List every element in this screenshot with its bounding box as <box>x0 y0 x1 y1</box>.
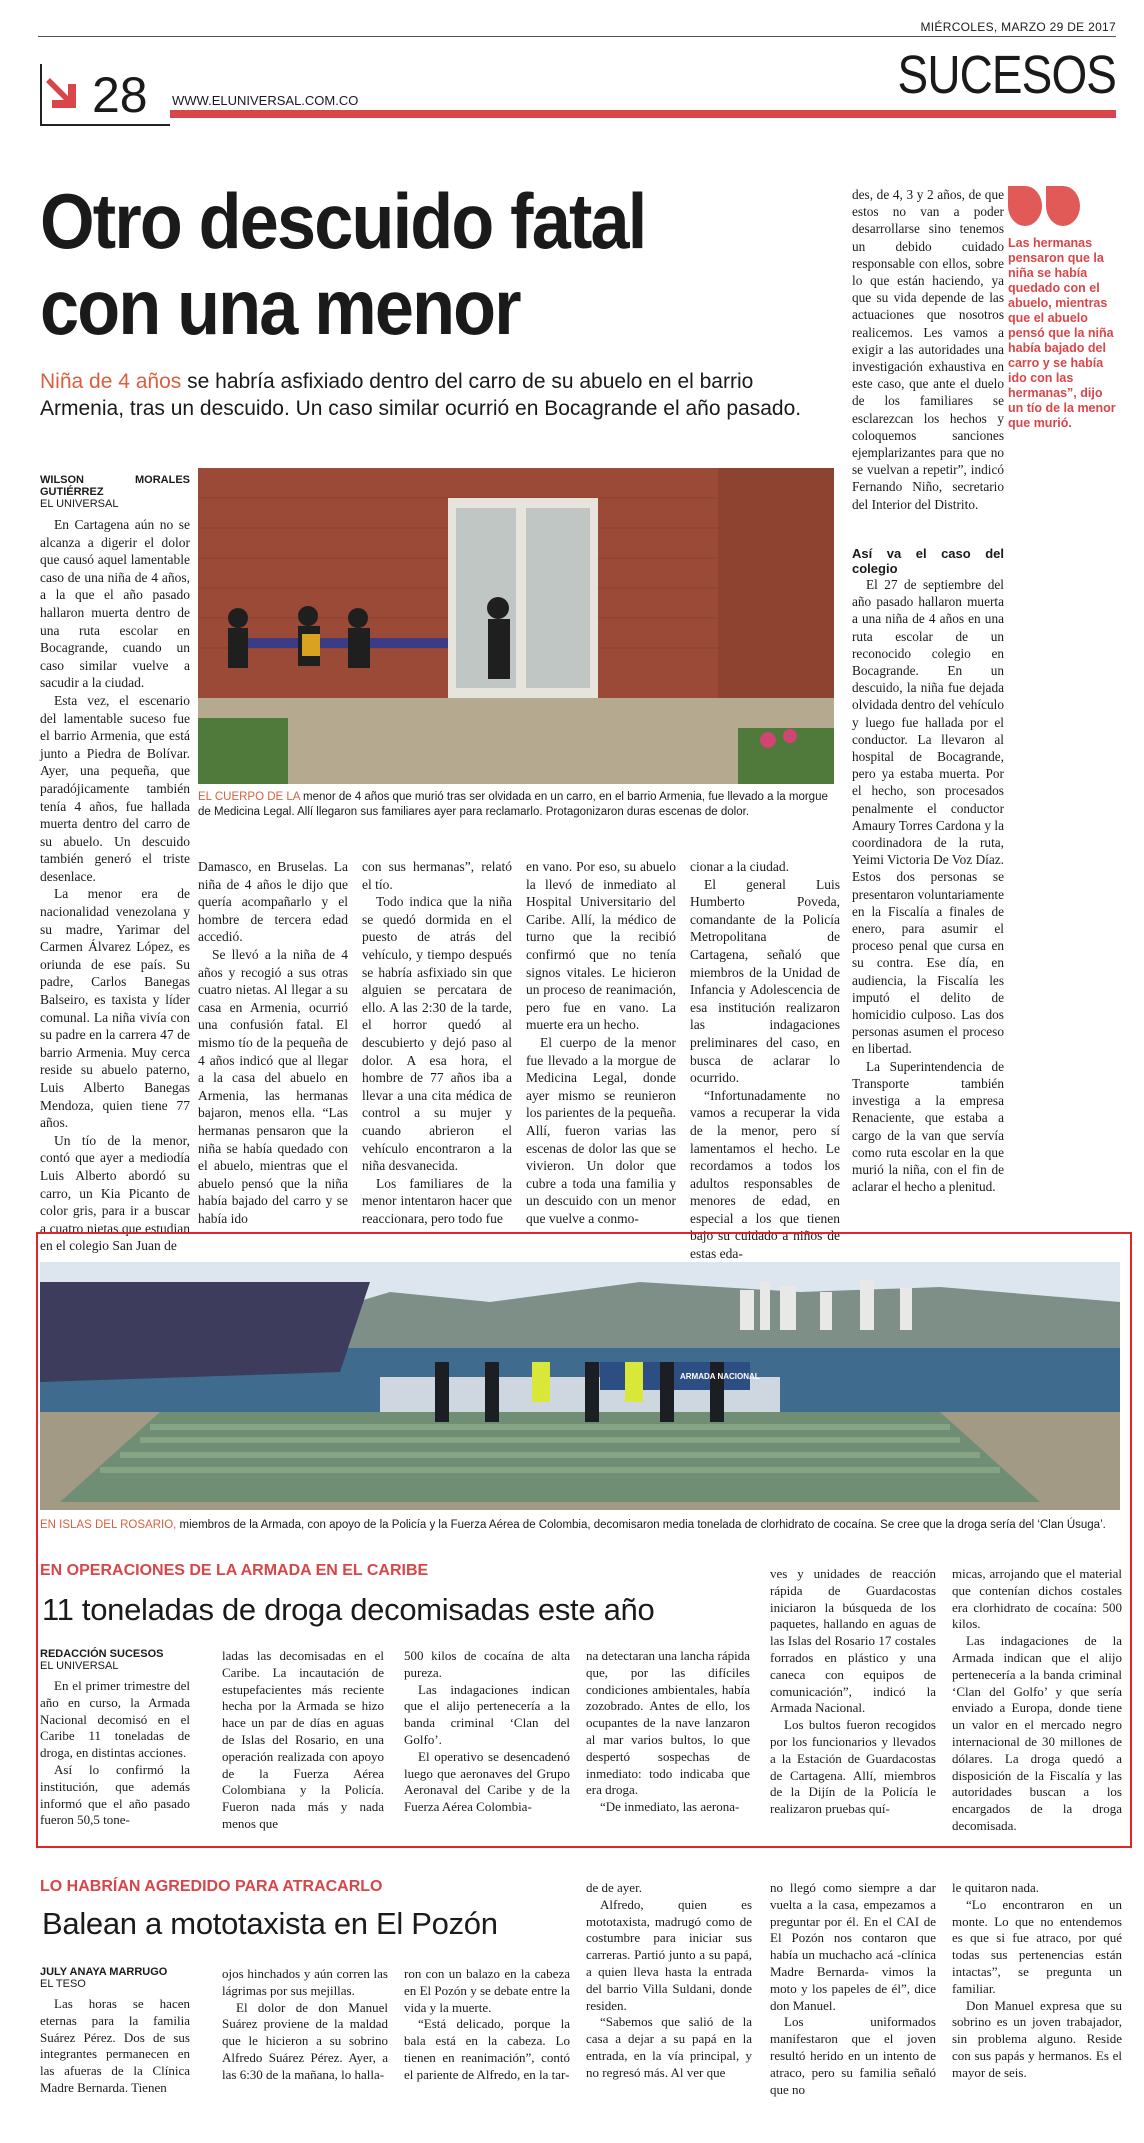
shooting-paragraph: Los uniformados manifestaron que el joven resultó herido en un intento de atraco, pero su familia señaló que no <box>770 2014 936 2097</box>
lead-photo-caption <box>198 790 838 820</box>
drug-column-3 <box>404 1648 570 1816</box>
lead-column-3 <box>362 858 512 1227</box>
site-url[interactable]: WWW.ELUNIVERSAL.COM.CO <box>172 93 359 108</box>
lead-subhead: Así va el caso del colegio <box>852 546 1004 576</box>
lead-byline-org: EL UNIVERSAL <box>40 498 119 510</box>
drug-paragraph: Las indagaciones de la Armada indican que el alijo pertenecería a la banda criminal ‘Clan del Golfo’ y que sería enviado a Europa, donde tiene un valor en el mercado negro internacional de 30 millones de dólares. La droga quedó a disposición de la Fiscalía y las autoridades buscan a los encargados de la droga decomisada. <box>952 1633 1122 1833</box>
header-rule <box>38 36 1116 37</box>
pull-quote-text: Las hermanas pensaron que la niña se había quedado con el abuelo, mientras que el abuelo pensó que la niña había bajado del carro y se había ido con las hermanas”, dijo un tío de la menor que murió. <box>1008 236 1116 430</box>
shooting-column-2 <box>222 1966 388 2084</box>
arrow-icon <box>46 72 86 112</box>
shooting-paragraph: El dolor de don Manuel Suárez proviene de la maldad que le hicieron a su sobrino Alfredo Suárez Pérez. Ayer, a las 6:30 de la mañana, lo halla- <box>222 1999 388 2082</box>
lead-photo-caption-text: menor de 4 años que murió tras ser olvidada en un carro, en el barrio Armenia, fue llevado a la morgue de Medicina Legal. Allí llegaron sus familiares ayer para reclamarlo. Protagonizaron duras escenas de dolor. <box>198 791 828 818</box>
drug-paragraph: 500 kilos de cocaína de alta pureza. <box>404 1648 570 1680</box>
lead-paragraph: Esta vez, el escenario del lamentable suceso fue el barrio Armenia, que está junto a Piedra de Bolívar. Ayer, una pequeña, que paradójicamente también tenía 4 años, fue hallada muerta dentro del carro de su abuelo. Un descuido también generó el triste desenlace. <box>40 692 190 884</box>
drug-column-2 <box>222 1648 384 1833</box>
drug-paragraph: Los bultos fueron recogidos por los funcionarios y llevados a la Estación de Guardacostas de Cartagena. Allí, miembros de la Dijín de la Policía le realizaron pruebas quí- <box>770 1717 936 1817</box>
drug-photo-caption <box>40 1518 1120 1533</box>
shooting-paragraph: ron con un balazo en la cabeza en El Pozón y se debate entre la vida y la muerte. <box>404 1966 570 2015</box>
shooting-column-3 <box>404 1966 570 2084</box>
shooting-paragraph: “Está delicado, porque la bala está en la cabeza. Lo tienen en reanimación”, contó el pariente de Alfredo, en la tar- <box>404 2016 570 2082</box>
lead-paragraph: Los familiares de la menor intentaron hacer que reaccionara, pero todo fue <box>362 1175 512 1226</box>
drug-column-6 <box>952 1566 1122 1835</box>
drug-headline: 11 toneladas de droga decomisadas este año <box>42 1592 655 1627</box>
shooting-paragraph: ojos hinchados y aún corren las lágrimas por sus mejillas. <box>222 1966 388 1998</box>
drug-byline-org: EL UNIVERSAL <box>40 1660 119 1672</box>
drug-paragraph: micas, arrojando que el material que contenían dichos costales era clorhidrato de cocaína: 500 kilos. <box>952 1566 1122 1632</box>
drug-paragraph: El operativo se desencadenó luego que aeronaves del Grupo Aeronaval del Caribe y de la Fuerza Aérea Colombia- <box>404 1748 570 1815</box>
drug-paragraph: ladas las decomisadas en el Caribe. La incautación de estupefacientes más reciente hecha por la Armada se hizo hace un par de días en aguas de Islas del Rosario, en una operación realizada con apoyo de la Fuerza Aérea Colombiana y la Policía. Fueron nada más y nada menos que <box>222 1648 384 1831</box>
lead-paragraph: en vano. Por eso, su abuelo la llevó de inmediato al Hospital Universitario del Caribe. Allí, la médico de turno que la recibió confirmó que no tenía signos vitales. Le hicieron un proceso de reanimación, pero fue en vano. La muerte era un hecho. <box>526 859 676 1033</box>
lead-paragraph: Se llevó a la niña de 4 años y recogió a sus otras cuatro nietas. Al llegar a su casa en Armenia, ocurrió una confusión fatal. El mismo tío de la pequeña de 4 años indicó que al llegar a la casa del abuelo en Armenia, las hermanas bajaron, menos ella. “Las hermanas pensaron que la niña se había quedado con el abuelo, mientras que el abuelo pensó que la niña había bajado del carro y se había ido <box>198 946 348 1226</box>
morgue-entrance-image <box>198 468 834 784</box>
drug-paragraph: ves y unidades de reacción rápida de Guardacostas iniciaron la búsqueda de los paquetes, hallando en aguas de las Islas del Rosario 17 costales forrados en plástico y una caneca con equipos de comunicación”, indicó la Armada Nacional. <box>770 1566 936 1716</box>
lead-column-2 <box>198 858 348 1227</box>
drug-column-5 <box>770 1566 936 1818</box>
shooting-headline: Balean a mototaxista en El Pozón <box>42 1906 498 1941</box>
drug-column-4 <box>586 1648 750 1816</box>
lead-column-6 <box>852 186 1004 513</box>
shooting-paragraph: de de ayer. <box>586 1880 642 1895</box>
lead-paragraph: El 27 de septiembre del año pasado hallaron muerta a una niña de 4 años en una ruta escolar de un reconocido colegio en Bocagrande. En un descuido, la niña fue dejada olvidada dentro del vehículo y luego fue hallada por el conductor. La llevaron al hospital de Bocagrande, pero ya estaba muerta. Por el hecho, son procesados penalmente el conductor Amaury Torres Cardona y la coordinadora de la ruta, Yeimi Victoria De Voz Díaz. Estos dos personas se presentaron voluntariamente en la Fiscalía a finales de enero, para asumir el proceso penal que cursa en su contra. Ese día, en audiencia, la Fiscalía les imputó el delito de homicidio culposo. Las dos personas asumen el proceso en libertad. <box>852 577 1004 1057</box>
drug-photo-caption-text: miembros de la Armada, con apoyo de la Policía y la Fuerza Aérea de Colombia, decomisaron media tonelada de clorhidrato de cocaína. Se cree que la droga sería del ‘Clan Úsuga’. <box>179 1519 1106 1531</box>
shooting-column-1 <box>40 1966 190 2097</box>
lead-paragraph: “Infortunadamente no vamos a recuperar la vida de la menor, pero sí lamentamos el hecho. Le recordamos a todos los adultos responsables de menores de edad, en especial a los que tienen bajo su cuidado a niños de estas eda- <box>690 1087 840 1262</box>
lead-dek-accent: Niña de 4 años <box>40 370 182 393</box>
shooting-column-4 <box>586 1880 752 2082</box>
drug-column-1 <box>40 1648 190 1829</box>
lead-paragraph: con sus hermanas”, relató el tío. <box>362 859 512 892</box>
lead-paragraph: Damasco, en Bruselas. La niña de 4 años le dijo que quería acompañarlo y el hombre de tercera edad accedió. <box>198 859 348 945</box>
shooting-column-6 <box>952 1880 1122 2082</box>
lead-paragraph: El general Luis Humberto Poveda, comandante de la Policía Metropolitana de Cartagena, señaló que miembros de la Unidad de Infancia y Adolescencia de esa institución realizaron las indagaciones preliminares del caso, en busca de aclarar lo ocurrido. <box>690 876 840 1086</box>
lead-column-4 <box>526 858 676 1227</box>
shooting-paragraph: Las horas se hacen eternas para la familia Suárez Pérez. Dos de sus integrantes permanecen en las afueras de la Clínica Madre Bernarda. Tienen <box>40 1996 190 2095</box>
drug-paragraph: En el primer trimestre del año en curso, la Armada Nacional decomisó en el Caribe 11 toneladas de droga, en distintas acciones. <box>40 1678 190 1761</box>
shooting-kicker: LO HABRÍAN AGREDIDO PARA ATRACARLO <box>40 1878 383 1895</box>
shooting-paragraph: no llegó como siempre a dar vuelta a la casa, empezamos a preguntar por él. En el CAI de El Pozón nos contaron que había un muchacho acá -clínica Madre Bernarda- vimos la moto y los papeles de él”, dice don Manuel. <box>770 1880 936 2013</box>
lead-dek-text: se habría asfixiado dentro del carro de su abuelo en el barrio Armenia, tras un descuido. Un caso similar ocurrió en Bocagrande el año pasado. <box>40 370 802 420</box>
drug-paragraph: Las indagaciones indican que el alijo pertenecería a la banda criminal ‘Clan del Golfo’. <box>404 1681 570 1747</box>
lead-paragraph: Un tío de la menor, contó que ayer a mediodía Luis Alberto abordó su carro, un Kia Picanto de color gris, para ir a buscar a cuatro nietas que estudian en el colegio San Juan de <box>40 1132 190 1254</box>
shooting-paragraph: “Lo encontraron en un monte. Lo que no entendemos es que si fue atraco, por qué todas sus pertenencias están intactas”, se pregunta un familiar. <box>952 1896 1122 1996</box>
drug-photo-caption-lead: EN ISLAS DEL ROSARIO, <box>40 1519 177 1531</box>
shooting-paragraph: Don Manuel expresa que su sobrino es un joven trabajador, sin problema alguno. Reside con sus papás y hermanos. Es el mayor de seis. <box>952 1997 1122 2080</box>
drug-byline: REDACCIÓN SUCESOS <box>40 1648 164 1660</box>
lead-dek <box>40 368 840 422</box>
section-bar <box>170 110 1116 118</box>
lead-paragraph: cionar a la ciudad. <box>690 859 789 874</box>
lead-paragraph: El cuerpo de la menor fue llevado a la morgue de Medicina Legal, donde ayer mismo se reunieron los parientes de la pequeña. Allí, fueron varias las escenas de dolor las que se vivieron. Un dolor que cubre a toda una familia y un descuido con un menor que vuelve a conmo- <box>526 1034 676 1226</box>
lead-headline-line2: con una menor <box>40 263 520 351</box>
page-number: 28 <box>92 67 148 123</box>
quote-marks-icon <box>1008 186 1120 226</box>
lead-photo-caption-lead: EL CUERPO DE LA <box>198 791 300 803</box>
shooting-paragraph: Alfredo, quien es mototaxista, madrugó como de costumbre para iniciar sus carreras. Partió junto a su papá, a quien lleva hasta la entrada del barrio Villa Suldani, donde residen. <box>586 1896 752 2013</box>
boat-label: ARMADA NACIONAL <box>680 1372 760 1381</box>
shooting-paragraph: “Sabemos que salió de la casa a dejar a su papá en la entrada, en la vía principal, y no regresó más. Al ver que <box>586 2014 752 2080</box>
drug-paragraph: Así lo confirmó la institución, que además informó que el año pasado fueron 50,5 tone- <box>40 1761 190 1828</box>
shooting-byline: JULY ANAYA MARRUGO <box>40 1966 168 1978</box>
lead-photo <box>198 468 834 784</box>
drug-photo <box>40 1262 1120 1510</box>
lead-paragraph: La menor era de nacionalidad venezolana y su madre, Yarimar del Carmen Álvarez López, es oriunda de ese país. Su padre, Carlos Banegas Balseiro, es taxista y líder comunal. La niña vivía con su padre en la carrera 47 de barrio Armenia. Muy cerca reside su abuelo paterno, Luis Alberto Banegas Mendoza, quien tiene 77 años. <box>40 886 190 1131</box>
drug-paragraph: na detectaran una lancha rápida que, por las difíciles condiciones ambientales, había zozobrado. Antes de ello, los ocupantes de la nave lanzaron al mar varios bultos, lo que despertó sospechas de inmediato: todo indicaba que era droga. <box>586 1648 750 1798</box>
seized-drugs-image <box>40 1262 1120 1510</box>
lead-paragraph: Todo indica que la niña se quedó dormida en el puesto de atrás del vehículo, y tiempo después se habría asfixiado sin que alguien se percatara de ello. A las 2:30 de la tarde, el horror quedó al descubierto y dejó paso al dolor. A esa hora, el hombre de 77 años iba a llevar a una cita médica de control a su mujer y cuando abrieron el vehículo encontraron a la niña desvanecida. <box>362 894 512 1174</box>
drug-kicker: EN OPERACIONES DE LA ARMADA EN EL CARIBE <box>40 1562 429 1579</box>
lead-headline-line1: Otro descuido fatal <box>40 177 646 265</box>
lead-paragraph: En Cartagena aún no se alcanza a digerir el dolor que causó aquel lamentable caso de una niña de 4 años, a la que el año pasado hallaron muerta dentro de una ruta escolar en Bocagrande, cuando un caso similar vuelve a sacudir a la ciudad. <box>40 517 190 691</box>
shooting-byline-org: EL TESO <box>40 1978 86 1990</box>
shooting-column-5 <box>770 1880 936 2098</box>
lead-column-5 <box>690 858 840 1263</box>
lead-paragraph: des, de 4, 3 y 2 años, de que estos no van a poder desarrollarse sino tenemos un debido cuidado responsable con ellos, sobre lo que están haciendo, ya que su vida depende de las actuaciones que nosotros realicemos. Les vamos a exigir a las autoridades una investigación exhaustiva en este caso, que ante el duelo de los familiares se esclarezcan los hechos y coloquemos sanciones ejemplarizantes para que no se vuelvan a repetir”, indicó Fernando Niño, secretario del Interior del Distrito. <box>852 187 1004 512</box>
lead-column-1 <box>40 474 190 1255</box>
lead-headline <box>40 178 760 350</box>
lead-byline: WILSON MORALES GUTIÉRREZ <box>40 474 190 498</box>
lead-column-6b <box>852 536 1004 1195</box>
section-title: SUCESOS <box>897 45 1116 105</box>
pull-quote <box>1008 186 1120 431</box>
drug-paragraph: “De inmediato, las aerona- <box>600 1799 740 1815</box>
lead-paragraph: La Superintendencia de Transporte también investiga a la empresa Renaciente, que estaba a cargo de la van que servía como ruta escolar en la que murió la niña, con el fin de aclarar el hecho a plenitud. <box>852 1058 1004 1195</box>
shooting-paragraph: le quitaron nada. <box>952 1880 1039 1895</box>
issue-date: MIÉRCOLES, MARZO 29 DE 2017 <box>920 20 1116 34</box>
